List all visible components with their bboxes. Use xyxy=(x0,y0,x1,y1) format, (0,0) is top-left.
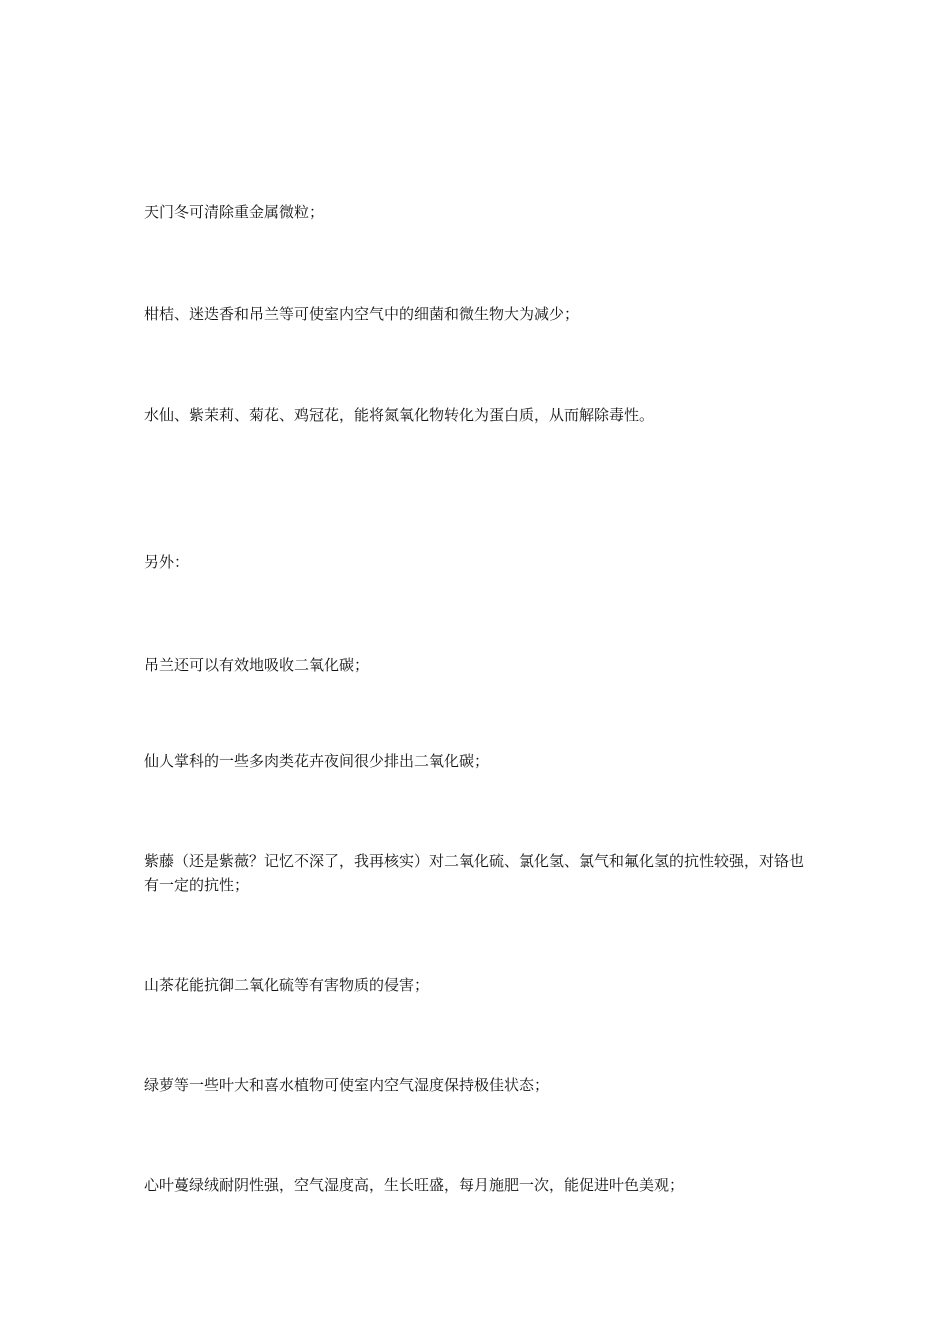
paragraph-citrus-rosemary: 柑桔、迷迭香和吊兰等可使室内空气中的细菌和微生物大为减少； xyxy=(144,305,580,323)
paragraph-wisteria: 紫藤（还是紫薇？记忆不深了，我再核实）对二氧化硫、氯化氢、氯气和氟化氢的抗性较强，对铬也有一定的抗性； xyxy=(144,852,805,894)
paragraph-philodendron: 心叶蔓绿绒耐阴性强，空气湿度高，生长旺盛，每月施肥一次，能促进叶色美观； xyxy=(144,1176,685,1194)
paragraph-additionally: 另外： xyxy=(144,553,190,571)
paragraph-cactus: 仙人掌科的一些多肉类花卉夜间很少排出二氧化碳； xyxy=(144,752,490,770)
paragraph-pothos: 绿萝等一些叶大和喜水植物可使室内空气湿度保持极佳状态； xyxy=(144,1076,550,1094)
paragraph-camellia: 山茶花能抗御二氧化硫等有害物质的侵害； xyxy=(144,976,430,994)
paragraph-narcissus: 水仙、紫茉莉、菊花、鸡冠花，能将氮氧化物转化为蛋白质，从而解除毒性。 xyxy=(144,406,655,424)
paragraph-asparagus: 天门冬可清除重金属微粒； xyxy=(144,203,325,221)
paragraph-spider-plant: 吊兰还可以有效地吸收二氧化碳； xyxy=(144,656,370,674)
